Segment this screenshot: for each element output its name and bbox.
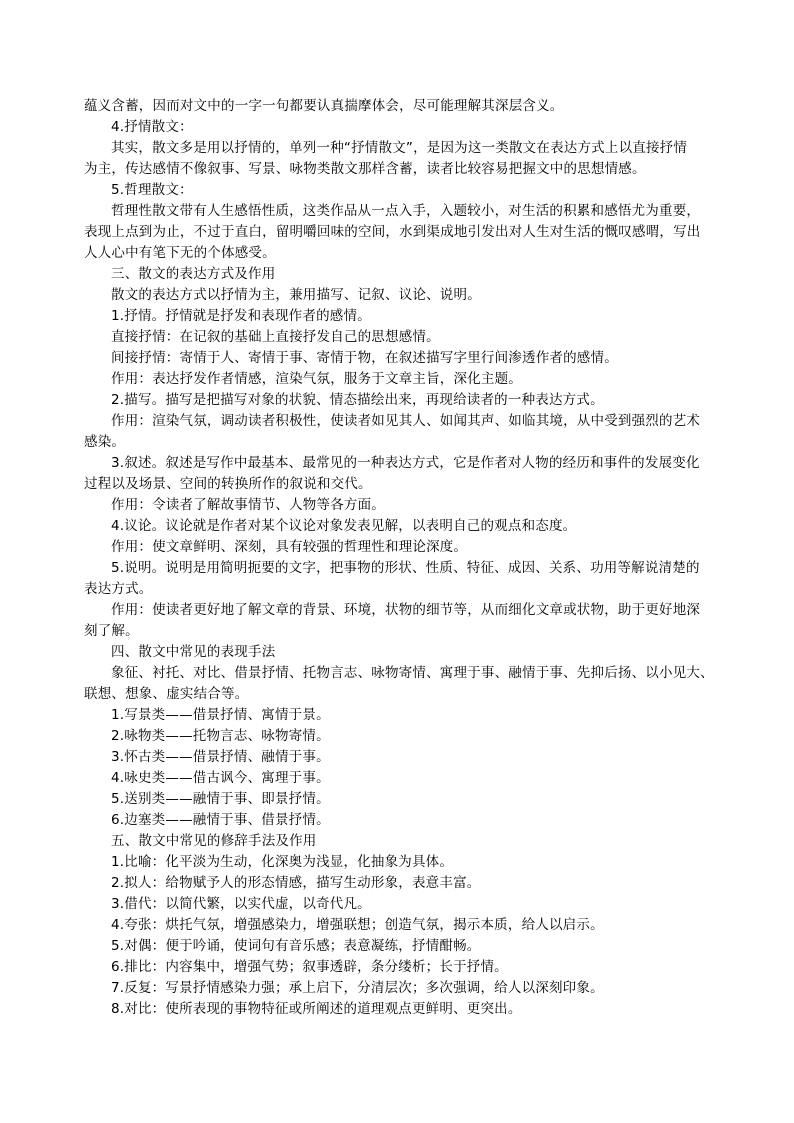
text-line: 2.咏物类——托物言志、咏物寄情。 <box>111 728 330 744</box>
text-line: 1.抒情。抒情就是抒发和表现作者的感情。 <box>111 308 371 324</box>
text-line: 4.抒情散文： <box>111 119 193 135</box>
text-line: 作用：渲染气氛，调动读者积极性，使读者如见其人、如闻其声、如临其境，从中受到强烈的艺术 <box>111 413 701 429</box>
text-line: 象征、衬托、对比、借景抒情、托物言志、咏物寄情、寓理于事、融情于事、先抑后扬、以小见大、 <box>111 665 714 681</box>
text-line: 6.排比：内容集中，增强气势；叙事透辟，条分缕析；长于抒情。 <box>111 959 508 975</box>
text-line: 8.对比：使所表现的事物特征或所阐述的道理观点更鲜明、更突出。 <box>111 1001 522 1017</box>
text-line: 作用：使读者更好地了解文章的背景、环境，状物的细节等，从而细化文章或状物，助于更好地深 <box>111 602 701 618</box>
text-line: 直接抒情：在记叙的基础上直接抒发自己的思想感情。 <box>111 329 440 345</box>
text-line: 4.夸张：烘托气氛，增强感染力，增强联想；创造气氛，揭示本质，给人以启示。 <box>111 917 604 933</box>
text-line: 刻了解。 <box>84 623 139 639</box>
text-line: 作用：令读者了解故事情节、人物等各方面。 <box>111 497 385 513</box>
text-line: 四、散文中常见的表现手法 <box>111 644 276 660</box>
text-line: 4.议论。议论就是作者对某个议论对象发表见解，以表明自己的观点和态度。 <box>111 518 577 534</box>
text-line: 3.叙述。叙述是写作中最基本、最常见的一种表达方式，它是作者对人物的经历和事件的发展变化 <box>111 455 700 471</box>
text-line: 3.怀古类——借景抒情、融情于事。 <box>111 749 330 765</box>
document-body <box>84 96 716 1020</box>
text-line: 联想、想象、虚实结合等。 <box>84 686 249 702</box>
text-line: 作用：表达抒发作者情感，渲染气氛，服务于文章主旨，深化主题。 <box>111 371 522 387</box>
text-line: 3.借代：以简代繁，以实代虚，以奇代凡。 <box>111 896 371 912</box>
text-line: 作用：使文章鲜明、深刻，具有较强的哲理性和理论深度。 <box>111 539 468 555</box>
text-line: 过程以及场景、空间的转换所作的叙说和交代。 <box>84 476 372 492</box>
text-line: 5.对偶：便于吟诵，使词句有音乐感；表意凝练，抒情酣畅。 <box>111 938 481 954</box>
text-line: 5.说明。说明是用简明扼要的文字，把事物的形状、性质、特征、成因、关系、功用等解说清楚的 <box>111 560 700 576</box>
text-line: 蕴义含蓄，因而对文中的一字一句都要认真揣摩体会，尽可能理解其深层含义。 <box>84 98 564 114</box>
text-line: 散文的表达方式以抒情为主，兼用描写、记叙、议论、说明。 <box>111 287 481 303</box>
text-line: 6.边塞类——融情于事、借景抒情。 <box>111 812 330 828</box>
text-line: 三、散文的表达方式及作用 <box>111 266 276 282</box>
text-line: 感染。 <box>84 434 126 450</box>
text-line: 5.送别类——融情于事、即景抒情。 <box>111 791 330 807</box>
text-line: 2.拟人：给物赋予人的形态情感，描写生动形象，表意丰富。 <box>111 875 481 891</box>
text-line: 4.咏史类——借古讽今、寓理于事。 <box>111 770 330 786</box>
text-line: 2.描写。描写是把描写对象的状貌、情态描绘出来，再现给读者的一种表达方式。 <box>111 392 604 408</box>
text-line: 1.写景类——借景抒情、寓情于景。 <box>111 707 330 723</box>
text-line: 间接抒情：寄情于人、寄情于事、寄情于物，在叙述描写字里行间渗透作者的感情。 <box>111 350 618 366</box>
text-line: 7.反复：写景抒情感染力强；承上启下，分清层次；多次强调，给人以深刻印象。 <box>111 980 604 996</box>
text-line: 表达方式。 <box>84 581 153 597</box>
text-line: 哲理性散文带有人生感悟性质，这类作品从一点入手，入题较小，对生活的积累和感悟尤为重要， <box>111 203 701 219</box>
text-line: 人人心中有笔下无的个体感受。 <box>84 245 276 261</box>
text-line: 为主，传达感情不像叙事、写景、咏物类散文那样含蓄，读者比较容易把握文中的思想情感。 <box>84 161 646 177</box>
text-line: 1.比喻：化平淡为生动，化深奥为浅显，化抽象为具体。 <box>111 854 454 870</box>
text-line: 5.哲理散文： <box>111 182 193 198</box>
text-line: 五、散文中常见的修辞手法及作用 <box>111 833 317 849</box>
text-line: 表现上点到为止，不过于直白，留明嚼回味的空间，水到渠成地引发出对人生对生活的慨叹感喟，写出 <box>84 224 701 240</box>
text-line: 其实，散文多是用以抒情的，单列一种“抒情散文”，是因为这一类散文在表达方式上以直接抒情 <box>111 140 688 156</box>
